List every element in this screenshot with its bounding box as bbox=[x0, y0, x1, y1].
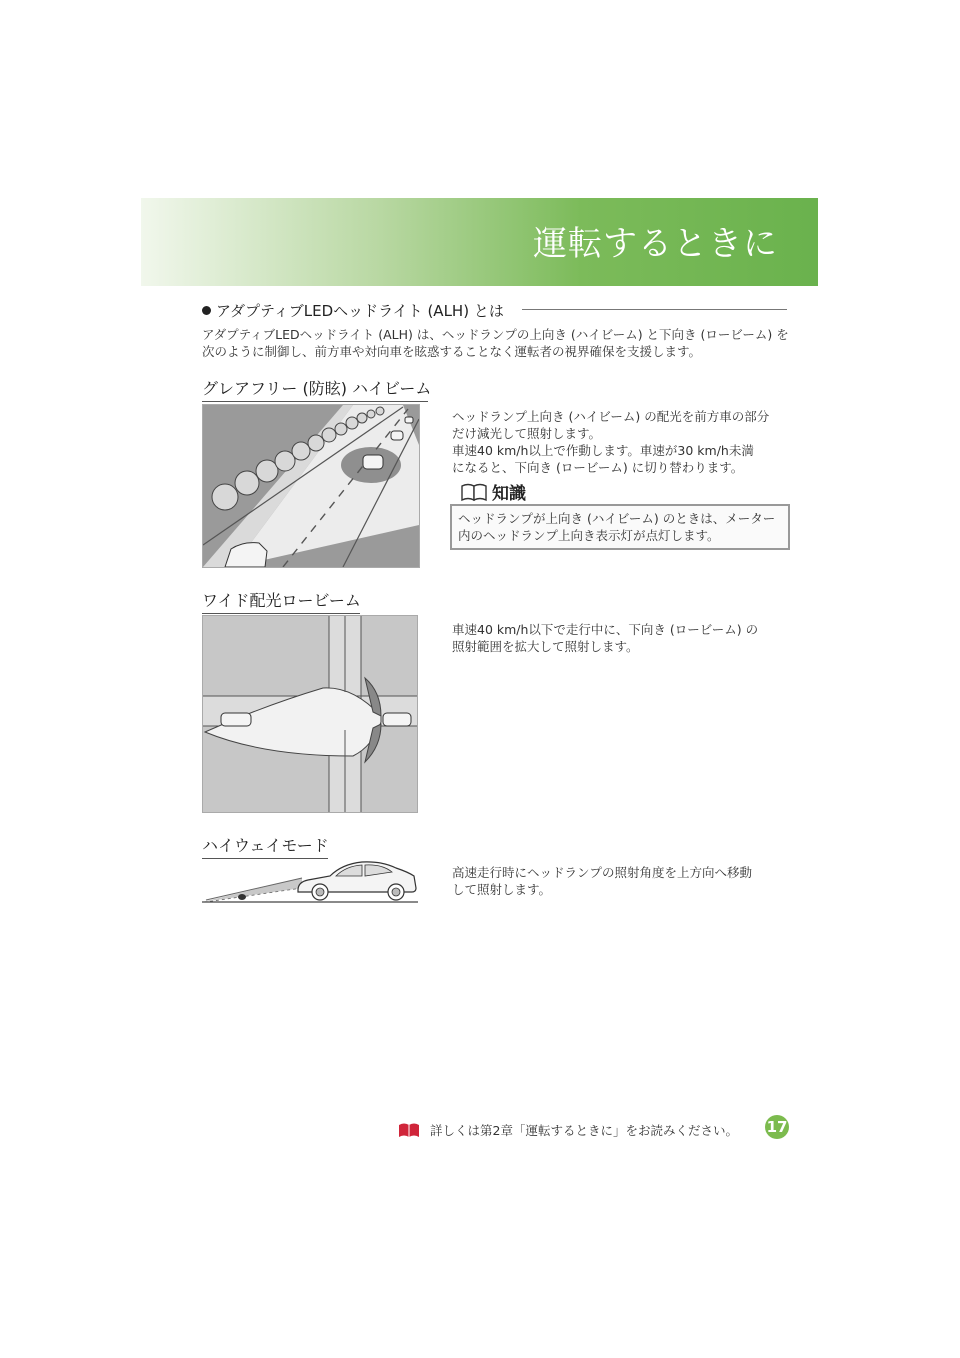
footer-note bbox=[398, 1121, 738, 1139]
glare-free-highbeam-illustration bbox=[202, 404, 420, 568]
page-number: 17 bbox=[765, 1115, 789, 1139]
intro-heading bbox=[202, 300, 504, 321]
knowledge-heading bbox=[460, 479, 526, 504]
description-line: 車速40 km/h以下で走行中に、下向き (ロービーム) の bbox=[452, 622, 759, 637]
section-title-highway-mode: ハイウェイモード bbox=[202, 833, 328, 859]
description-line: だけ減光して照射します。 bbox=[452, 426, 602, 441]
book-icon bbox=[460, 482, 488, 502]
description-line: ヘッドランプ上向き (ハイビーム) の配光を前方車の部分 bbox=[452, 409, 770, 424]
description-line: 照射範囲を拡大して照射します。 bbox=[452, 639, 639, 654]
intro-heading-text: アダプティブLEDヘッドライト (ALH) とは bbox=[216, 302, 504, 320]
bullet-icon bbox=[202, 306, 211, 315]
footer-note-text: 詳しくは第2章「運転するときに」をお読みください。 bbox=[430, 1123, 738, 1138]
section-title-glare-free: グレアフリー (防眩) ハイビーム bbox=[202, 376, 428, 402]
glare-free-description bbox=[452, 408, 788, 476]
description-line: 車速40 km/h以上で作動します。車速が30 km/h未満 bbox=[452, 443, 754, 458]
heading-rule bbox=[522, 309, 787, 310]
highway-mode-description bbox=[452, 864, 788, 898]
knowledge-label: 知識 bbox=[492, 484, 526, 504]
knowledge-line: 内のヘッドランプ上向き表示灯が点灯します。 bbox=[458, 528, 720, 543]
wide-lowbeam-illustration bbox=[202, 615, 418, 813]
highway-mode-illustration bbox=[202, 852, 418, 904]
section-title-wide-lowbeam: ワイド配光ロービーム bbox=[202, 588, 360, 614]
chapter-title: 運転するときに bbox=[533, 224, 778, 264]
description-line: になると、下向き (ロービーム) に切り替わります。 bbox=[452, 460, 744, 475]
intro-text: アダプティブLEDヘッドライト (ALH) は、ヘッドランプの上向き (ハイビーム) と下向き (ロービーム) を次のように制御し、前方車や対向車を眩惑することなく運転者の視界確保を支援します。 bbox=[202, 327, 789, 359]
chapter-banner bbox=[141, 198, 818, 286]
knowledge-box bbox=[450, 504, 790, 550]
knowledge-text bbox=[458, 510, 784, 544]
wide-lowbeam-description bbox=[452, 621, 788, 655]
knowledge-line: ヘッドランプが上向き (ハイビーム) のときは、メーター bbox=[458, 511, 776, 526]
description-line: 高速走行時にヘッドランプの照射角度を上方向へ移動 bbox=[452, 865, 753, 880]
description-line: して照射します。 bbox=[452, 882, 552, 897]
red-book-icon bbox=[398, 1122, 420, 1138]
